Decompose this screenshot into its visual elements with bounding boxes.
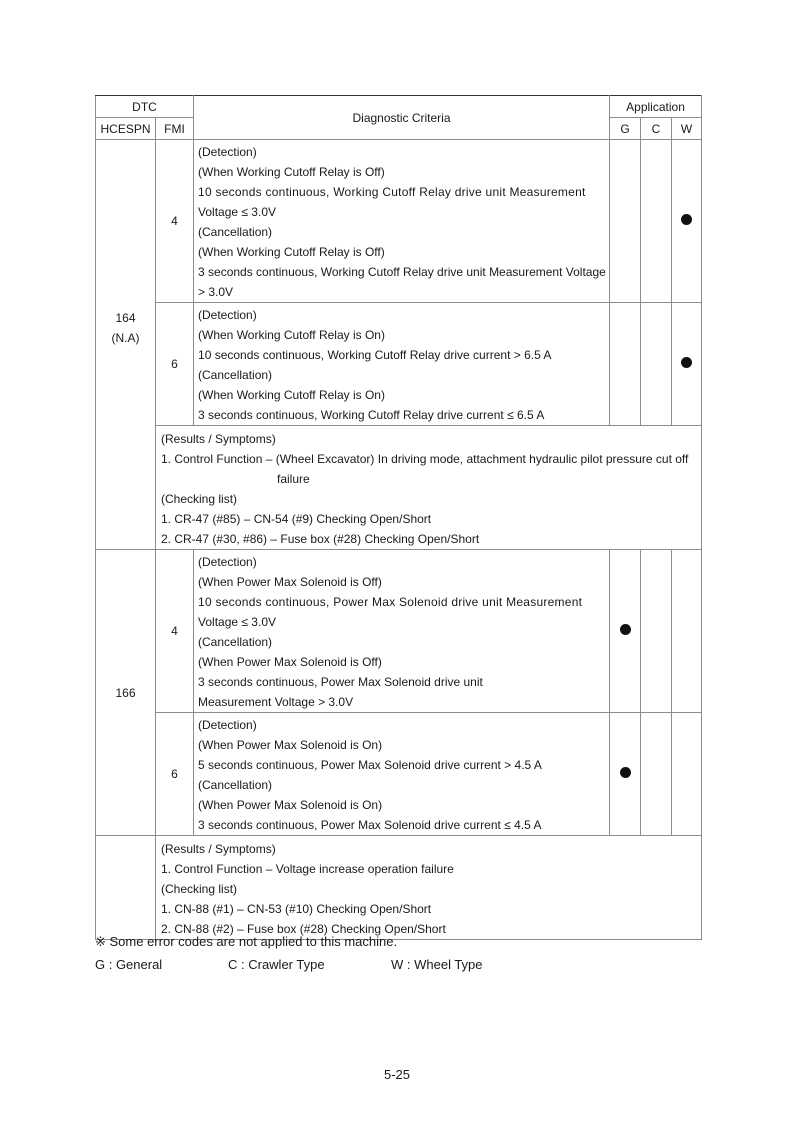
results-row bbox=[96, 836, 702, 940]
dtc-header: DTC bbox=[96, 96, 194, 118]
c-cell bbox=[641, 140, 672, 303]
g-cell bbox=[610, 140, 641, 303]
applicable-dot bbox=[620, 767, 631, 778]
criteria-line: (When Power Max Solenoid is On) bbox=[198, 738, 383, 752]
criteria-line: 3 seconds continuous, Power Max Solenoid drive unit bbox=[198, 675, 483, 689]
results-cell bbox=[156, 426, 702, 550]
header-row-1 bbox=[96, 96, 702, 118]
criteria-line: (Detection) bbox=[198, 145, 257, 159]
w-cell bbox=[672, 550, 702, 713]
results-row bbox=[96, 426, 702, 550]
table-row bbox=[96, 140, 702, 303]
checking-line: 1. CN-88 (#1) – CN-53 (#10) Checking Open/Short bbox=[161, 902, 432, 916]
criteria-line: (Cancellation) bbox=[198, 225, 273, 239]
legend-general: G : General bbox=[95, 957, 163, 972]
criteria-line: 10 seconds continuous, Working Cutoff Relay drive current > 6.5 A bbox=[198, 348, 552, 362]
criteria-line: 10 seconds continuous, Power Max Solenoid drive unit Measurement bbox=[198, 595, 583, 609]
results-line: 1. Control Function – Voltage increase operation failure bbox=[161, 862, 454, 876]
criteria-line: > 3.0V bbox=[198, 285, 234, 299]
applicable-dot bbox=[620, 624, 631, 635]
c-cell bbox=[641, 550, 672, 713]
criteria-line: (When Working Cutoff Relay is On) bbox=[198, 328, 385, 342]
table-row bbox=[96, 303, 702, 426]
criteria-line: 3 seconds continuous, Power Max Solenoid drive current ≤ 4.5 A bbox=[198, 818, 542, 832]
criteria-line: (When Power Max Solenoid is On) bbox=[198, 798, 383, 812]
criteria-line: (When Power Max Solenoid is Off) bbox=[198, 575, 382, 589]
results-heading: (Results / Symptoms) bbox=[161, 432, 276, 446]
w-cell bbox=[672, 713, 702, 836]
checking-line: 2. CN-88 (#2) – Fuse box (#28) Checking Open/Short bbox=[161, 922, 446, 936]
hcespn-note: (N.A) bbox=[111, 331, 140, 345]
criteria-line: (When Working Cutoff Relay is On) bbox=[198, 388, 385, 402]
c-header: C bbox=[641, 118, 672, 140]
legend-crawler: C : Crawler Type bbox=[228, 957, 325, 972]
criteria-line: (Cancellation) bbox=[198, 368, 273, 382]
checking-heading: (Checking list) bbox=[161, 882, 238, 896]
criteria-line: (Cancellation) bbox=[198, 778, 273, 792]
criteria-cell bbox=[194, 550, 610, 713]
applicable-dot bbox=[681, 357, 692, 368]
checking-heading: (Checking list) bbox=[161, 492, 238, 506]
criteria-header: Diagnostic Criteria bbox=[194, 96, 610, 140]
fmi-cell: 4 bbox=[156, 140, 194, 303]
dtc-table bbox=[95, 95, 702, 940]
table-row bbox=[96, 713, 702, 836]
criteria-line: 3 seconds continuous, Working Cutoff Relay drive unit Measurement Voltage bbox=[198, 265, 606, 279]
g-cell bbox=[610, 550, 641, 713]
applicable-dot bbox=[681, 214, 692, 225]
criteria-line: (When Working Cutoff Relay is Off) bbox=[198, 165, 385, 179]
table-row bbox=[96, 550, 702, 713]
criteria-line: (Detection) bbox=[198, 308, 257, 322]
criteria-line: Voltage ≤ 3.0V bbox=[198, 615, 276, 629]
results-heading: (Results / Symptoms) bbox=[161, 842, 276, 856]
hcespn-code: 166 bbox=[115, 685, 136, 700]
results-cell bbox=[156, 836, 702, 940]
criteria-line: (Detection) bbox=[198, 718, 257, 732]
g-header: G bbox=[610, 118, 641, 140]
fmi-cell: 4 bbox=[156, 550, 194, 713]
criteria-line: (Detection) bbox=[198, 555, 257, 569]
hcespn-cell-empty bbox=[96, 836, 156, 940]
hcespn-cell bbox=[96, 140, 156, 550]
criteria-line: Measurement Voltage > 3.0V bbox=[198, 695, 354, 709]
c-cell bbox=[641, 713, 672, 836]
g-cell bbox=[610, 303, 641, 426]
footnote: ※ Some error codes are not applied to this machine. bbox=[95, 934, 398, 949]
criteria-line: Voltage ≤ 3.0V bbox=[198, 205, 276, 219]
fmi-cell: 6 bbox=[156, 713, 194, 836]
fmi-header: FMI bbox=[156, 118, 194, 140]
criteria-cell bbox=[194, 303, 610, 426]
checking-line: 1. CR-47 (#85) – CN-54 (#9) Checking Open/Short bbox=[161, 512, 432, 526]
criteria-line: (When Power Max Solenoid is Off) bbox=[198, 655, 382, 669]
hcespn-header: HCESPN bbox=[96, 118, 156, 140]
criteria-line: 3 seconds continuous, Working Cutoff Relay drive current ≤ 6.5 A bbox=[198, 408, 545, 422]
results-line: 1. Control Function – (Wheel Excavator) In driving mode, attachment hydraulic pilot pressure cut off bbox=[161, 452, 689, 466]
criteria-line: (When Working Cutoff Relay is Off) bbox=[198, 245, 385, 259]
g-cell bbox=[610, 713, 641, 836]
legend-wheel: W : Wheel Type bbox=[391, 957, 483, 972]
page-number: 5-25 bbox=[383, 1067, 411, 1082]
w-cell bbox=[672, 140, 702, 303]
criteria-line: 10 seconds continuous, Working Cutoff Relay drive unit Measurement bbox=[198, 185, 586, 199]
w-cell bbox=[672, 303, 702, 426]
w-header: W bbox=[672, 118, 702, 140]
hcespn-cell bbox=[96, 550, 156, 836]
c-cell bbox=[641, 303, 672, 426]
application-header: Application bbox=[610, 96, 702, 118]
results-line: failure bbox=[277, 472, 310, 486]
fmi-cell: 6 bbox=[156, 303, 194, 426]
criteria-cell bbox=[194, 140, 610, 303]
checking-line: 2. CR-47 (#30, #86) – Fuse box (#28) Checking Open/Short bbox=[161, 532, 480, 546]
criteria-line: 5 seconds continuous, Power Max Solenoid drive current > 4.5 A bbox=[198, 758, 542, 772]
hcespn-code: 164 bbox=[115, 311, 136, 325]
criteria-line: (Cancellation) bbox=[198, 635, 273, 649]
criteria-cell bbox=[194, 713, 610, 836]
